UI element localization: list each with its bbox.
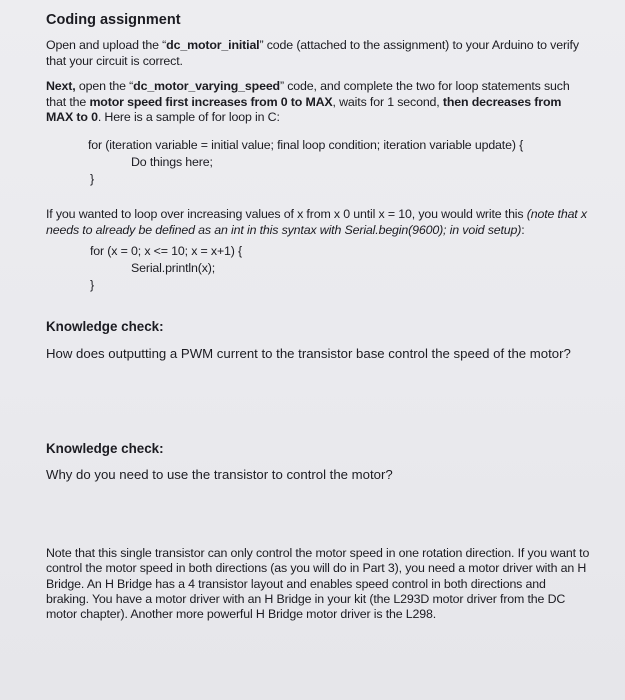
sample-loop-line3: } bbox=[90, 172, 94, 186]
example-loop-line1: for (x = 0; x <= 10; x = x+1) { bbox=[90, 244, 243, 258]
example-loop-line2: Serial.println(x); bbox=[131, 261, 216, 275]
intro-text-2: ” code (attached to the assignment) to your Arduino to verify that your circuit is correct. bbox=[46, 38, 579, 68]
next-text-4: . Here is a sample of for loop in C: bbox=[97, 110, 280, 124]
example-note: (note that x needs to already be defined as an int in this syntax with Serial.begin(9600); in void setup) bbox=[46, 207, 587, 237]
sample-loop-line2: Do things here; bbox=[131, 155, 213, 169]
sample-loop-line1: for (iteration variable = initial value; final loop condition; iteration variable update) { bbox=[88, 138, 524, 152]
intro-text-1: Open and upload the “ bbox=[46, 38, 167, 52]
intro-paragraph bbox=[46, 38, 591, 69]
next-bold-1: motor speed first increases from 0 to MAX bbox=[89, 94, 333, 109]
next-bold-2: then decreases from MAX to 0 bbox=[46, 94, 562, 124]
next-label: Next, bbox=[46, 79, 76, 93]
knowledge-check-2-question: Why do you need to use the transistor to control the motor? bbox=[46, 467, 393, 482]
page-title: Coding assignment bbox=[46, 12, 181, 28]
note-paragraph: Note that this single transistor can only control the motor speed in one rotation direction. If you want to control the motor speed in both directions (as you will do in Part 3), you need a motor driver with an H Bridge. An H Bridge has a 4 transistor layout and enables speed control in both directions and braking. You have a motor driver with an H Bridge in your kit (the L293D motor driver from the DC motor chapter). Another more powerful H Bridge motor driver is the L298. bbox=[46, 546, 590, 622]
next-code-name: dc_motor_varying_speed bbox=[133, 79, 280, 93]
next-text-3: , waits for 1 second, bbox=[332, 94, 443, 109]
example-text-1: If you wanted to loop over increasing values of x from x 0 until x = 10, you would write this bbox=[46, 207, 527, 221]
next-text-1: open the “ bbox=[75, 79, 134, 93]
example-text-3: : bbox=[521, 222, 525, 237]
example-paragraph bbox=[46, 207, 591, 238]
knowledge-check-2-label: Knowledge check: bbox=[46, 441, 164, 456]
knowledge-check-1-label: Knowledge check: bbox=[46, 319, 164, 334]
example-loop-line3: } bbox=[90, 278, 94, 292]
intro-code-name: dc_motor_initial bbox=[166, 38, 260, 52]
instructions-paragraph bbox=[46, 79, 591, 126]
knowledge-check-1-question: How does outputting a PWM current to the transistor base control the speed of the motor? bbox=[46, 346, 571, 361]
next-text-2: ” code, and complete the two for loop statements such that the bbox=[46, 79, 570, 109]
